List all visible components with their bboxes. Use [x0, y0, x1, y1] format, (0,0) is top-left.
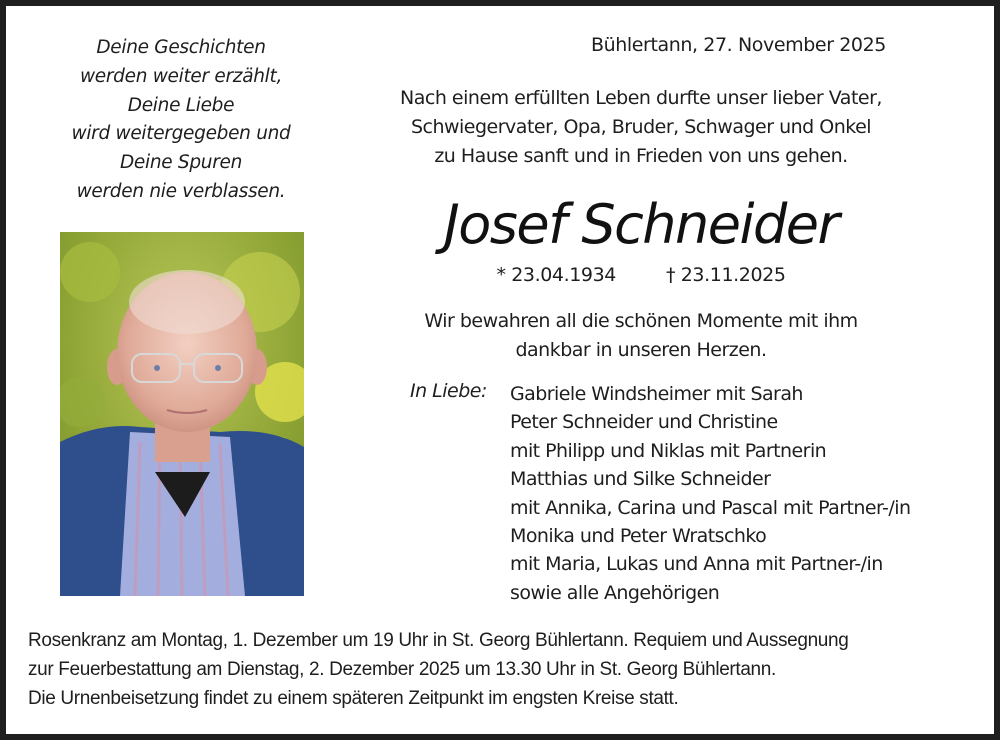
poem-line: Deine Spuren [119, 152, 243, 174]
portrait-image [60, 232, 304, 596]
mourner-line: Matthias und Silke Schneider [510, 468, 771, 491]
mourner-line: Gabriele Windsheimer mit Sarah [510, 383, 803, 405]
memory-text [336, 307, 946, 365]
obituary-card [6, 6, 994, 734]
mourners-list [510, 380, 970, 607]
service-line: Die Urnenbeisetzung findet zu einem späteren Zeitpunkt im engsten Kreise statt. [28, 688, 679, 709]
service-line: zur Feuerbestattung am Dienstag, 2. Dezember 2025 um 13.30 Uhr in St. Georg Bühlertann. [28, 659, 776, 680]
poem-line: werden weiter erzählt, [79, 65, 283, 87]
mourner-line: mit Maria, Lukas und Anna mit Partner-/in [510, 553, 883, 576]
birth-date: * 23.04.1934 [496, 264, 616, 286]
death-date: † 23.11.2025 [666, 264, 786, 286]
intro-line: Nach einem erfüllten Leben durfte unser lieber Vater, [400, 87, 882, 109]
memorial-poem [46, 34, 316, 207]
place-and-date: Bühlertann, 27. November 2025 [590, 34, 886, 56]
service-details [28, 626, 988, 713]
memory-line: dankbar in unseren Herzen. [515, 339, 767, 361]
memory-line: Wir bewahren all die schönen Momente mit ihm [424, 310, 858, 332]
service-line: Rosenkranz am Montag, 1. Dezember um 19 Uhr in St. Georg Bühlertann. Requiem und Aussegnung [28, 630, 849, 651]
portrait-photo [60, 232, 304, 596]
mourner-line: Peter Schneider und Christine [510, 411, 778, 434]
poem-line: Deine Liebe [127, 94, 235, 116]
poem-line: wird weitergegeben und [71, 123, 291, 145]
poem-line: werden nie verblassen. [76, 180, 286, 202]
mourners-label: In Liebe: [410, 380, 487, 402]
deceased-name: Josef Schneider [443, 193, 839, 256]
poem-line: Deine Geschichten [96, 37, 266, 58]
mourner-line: mit Philipp und Niklas mit Partnerin [510, 439, 827, 462]
mourner-line: Monika und Peter Wratschko [510, 525, 767, 548]
mourner-line: mit Annika, Carina und Pascal mit Partner-/in [510, 496, 911, 519]
mourner-line: sowie alle Angehörigen [510, 581, 720, 604]
intro-line: Schwiegervater, Opa, Bruder, Schwager und Onkel [410, 116, 872, 138]
intro-text [336, 84, 946, 171]
intro-line: zu Hause sanft und in Frieden von uns gehen. [434, 145, 848, 167]
life-dates [336, 264, 946, 286]
